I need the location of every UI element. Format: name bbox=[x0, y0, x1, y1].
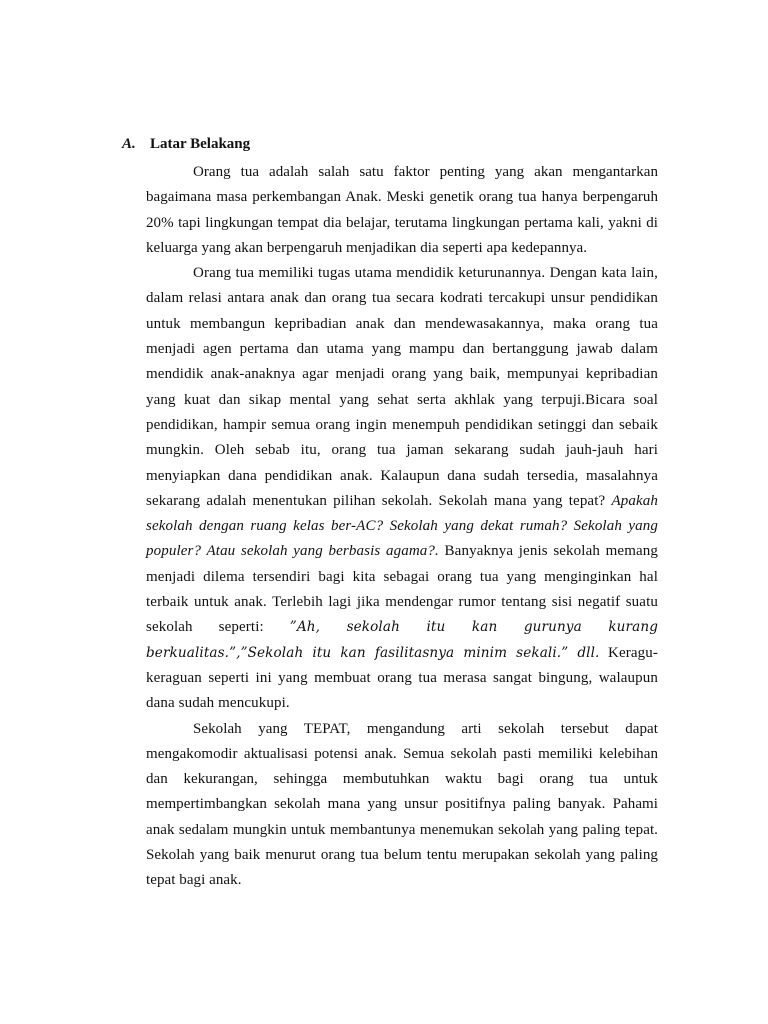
paragraph-2-italic-questions: Apakah sekolah dengan ruang kelas ber-AC? Sekolah yang dekat rumah? Sekolah yang populer? Atau sekolah yang berbasis agama?. bbox=[146, 492, 658, 560]
document-body bbox=[146, 160, 658, 894]
paragraph-2-text-c: Keragu-keraguan seperti ini yang membuat orang tua merasa sangat bingung, walaupun dana sudah mencukupi. bbox=[146, 644, 658, 712]
paragraph-2-rumor-quotes: ”Ah, sekolah itu kan gurunya kurang berkualitas.”,”Sekolah itu kan fasilitasnya minim sekali.” dll. bbox=[146, 619, 658, 661]
section-title: Latar Belakang bbox=[150, 136, 251, 152]
paragraph-2 bbox=[146, 261, 658, 716]
section-marker: A. bbox=[122, 136, 136, 152]
paragraph-2-text-a: Orang tua memiliki tugas utama mendidik keturunannya. Dengan kata lain, dalam relasi antara anak dan orang tua secara kodrati tercakupi unsur pendidikan untuk membangun kepribadian anak dan mendewasakannya, maka orang tua menjadi agen pertama dan utama yang mampu dan bertanggung jawab dalam mendidik anak-anaknya agar menjadi orang yang baik, mempunyai kepribadian yang kuat dan sikap mental yang sehat serta akhlak yang terpuji.Bicara soal pendidikan, hampir semua orang ingin menempuh pendidikan setinggi dan sebaik mungkin. Oleh sebab itu, orang tua jaman sekarang sudah jauh-jauh hari menyiapkan dana pendidikan anak. Kalaupun dana sudah tersedia, masalahnya sekarang adalah menentukan pilihan sekolah. Sekolah mana yang tepat? bbox=[146, 265, 658, 509]
paragraph-2-text-b: Banyaknya jenis sekolah memang menjadi dilema tersendiri bagi kita sebagai orang tua yang menginginkan hal terbaik untuk anak. Terlebih lagi jika mendengar rumor tentang sisi negatif suatu sekolah seperti: bbox=[146, 543, 659, 636]
paragraph-1: Orang tua adalah salah satu faktor penting yang akan mengantarkan bagaimana masa perkembangan Anak. Meski genetik orang tua hanya berpengaruh 20% tapi lingkungan tempat dia belajar, terutama lingkungan pertama kali, yakni di keluarga yang akan berpengaruh menjadikan dia seperti apa kedepannya. bbox=[146, 164, 658, 256]
section-heading bbox=[122, 134, 250, 154]
paragraph-3: Sekolah yang TEPAT, mengandung arti sekolah tersebut dapat mengakomodir aktualisasi potensi anak. Semua sekolah pasti memiliki kelebihan dan kekurangan, sehingga membutuhkan waktu bagi orang tua untuk mempertimbangkan sekolah mana yang unsur positifnya paling banyak. Pahami anak sedalam mungkin untuk membantunya menemukan sekolah yang paling tepat. Sekolah yang baik menurut orang tua belum tentu merupakan sekolah yang paling tepat bagi anak. bbox=[146, 720, 658, 889]
